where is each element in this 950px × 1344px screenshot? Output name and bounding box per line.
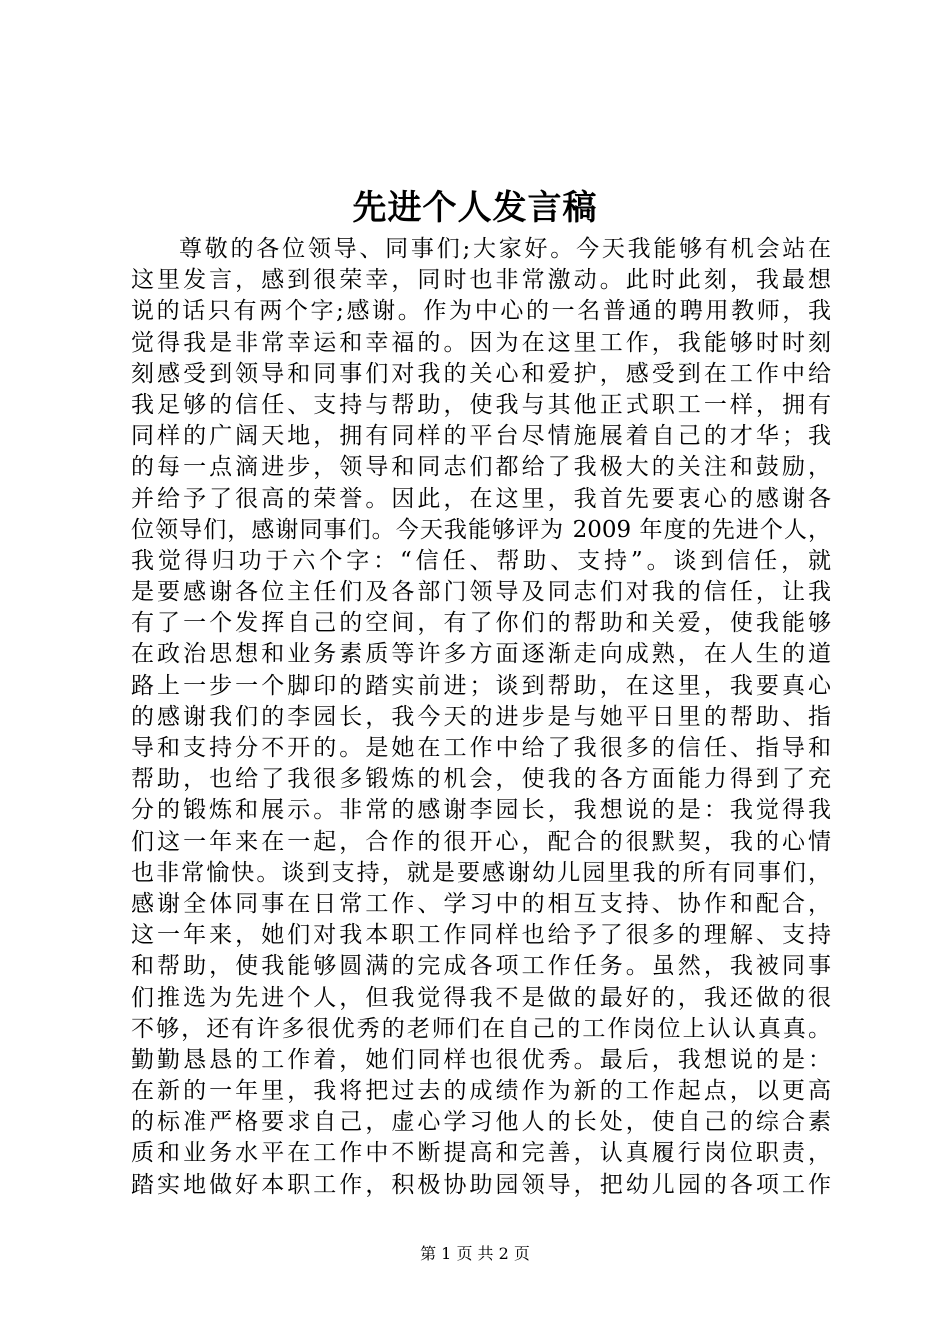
paragraph-line: 们推选为先进个人，但我觉得我不是做的最好的，我还做的很 bbox=[131, 984, 831, 1011]
paragraph-line: 在新的一年里，我将把过去的成绩作为新的工作起点，以更高 bbox=[131, 1078, 831, 1105]
paragraph-line: 尊敬的各位领导、同事们;大家好。今天我能够有机会站在 bbox=[179, 236, 831, 262]
paragraph-line: 不够，还有许多很优秀的老师们在自己的工作岗位上认认真真。 bbox=[131, 1015, 831, 1042]
paragraph-line: 刻感受到领导和同事们对我的关心和爱护，感受到在工作中给 bbox=[131, 360, 831, 387]
paragraph-line: 的感谢我们的李园长，我今天的进步是与她平日里的帮助、指 bbox=[131, 703, 831, 730]
paragraph-line: 觉得我是非常幸运和幸福的。因为在这里工作，我能够时时刻 bbox=[131, 329, 831, 356]
paragraph-line: 有了一个发挥自己的空间，有了你们的帮助和关爱，使我能够 bbox=[131, 610, 831, 637]
paragraph-line: 这一年来，她们对我本职工作同样也给予了很多的理解、支持 bbox=[131, 922, 831, 949]
paragraph-line: 分的锻炼和展示。非常的感谢李园长，我想说的是：我觉得我 bbox=[131, 797, 831, 824]
paragraph-line: 们这一年来在一起，合作的很开心，配合的很默契，我的心情 bbox=[131, 828, 831, 855]
paragraph-line: 同样的广阔天地，拥有同样的平台尽情施展着自己的才华；我 bbox=[131, 423, 831, 450]
paragraph-line: 的标准严格要求自己，虚心学习他人的长处，使自己的综合素 bbox=[131, 1109, 831, 1136]
paragraph-line: 并给予了很高的荣誉。因此，在这里，我首先要衷心的感谢各 bbox=[131, 485, 831, 512]
paragraph-line: 的每一点滴进步，领导和同志们都给了我极大的关注和鼓励， bbox=[131, 454, 831, 481]
page-footer: 第 1 页 共 2 页 bbox=[420, 1244, 530, 1263]
paragraph-line: 感谢全体同事在日常工作、学习中的相互支持、协作和配合， bbox=[131, 890, 831, 917]
paragraph-line: 和帮助，使我能够圆满的完成各项工作任务。虽然，我被同事 bbox=[131, 953, 831, 980]
paragraph-line: 在政治思想和业务素质等许多方面逐渐走向成熟，在人生的道 bbox=[131, 641, 831, 668]
paragraph-line: 踏实地做好本职工作，积极协助园领导，把幼儿园的各项工作 bbox=[131, 1171, 831, 1198]
paragraph-line: 是要感谢各位主任们及各部门领导及同志们对我的信任，让我 bbox=[131, 579, 831, 606]
paragraph-line: 这里发言，感到很荣幸，同时也非常激动。此时此刻，我最想 bbox=[131, 267, 831, 294]
paragraph-line: 位领导们，感谢同事们。今天我能够评为 2009 年度的先进个人， bbox=[131, 516, 831, 543]
paragraph-line: 我觉得归功于六个字：“信任、帮助、支持”。谈到信任，就 bbox=[131, 547, 831, 574]
paragraph-line: 勤勤恳恳的工作着，她们同样也很优秀。最后，我想说的是： bbox=[131, 1046, 831, 1073]
paragraph-line: 也非常愉快。谈到支持，就是要感谢幼儿园里我的所有同事们， bbox=[131, 859, 831, 886]
document-title: 先进个人发言稿 bbox=[352, 188, 598, 228]
paragraph-line: 路上一步一个脚印的踏实前进；谈到帮助，在这里，我要真心 bbox=[131, 672, 831, 699]
paragraph-line: 导和支持分不开的。是她在工作中给了我很多的信任、指导和 bbox=[131, 735, 831, 761]
document-body bbox=[131, 234, 831, 1201]
paragraph-line: 说的话只有两个字;感谢。作为中心的一名普通的聘用教师，我 bbox=[131, 298, 831, 325]
paragraph-line: 帮助，也给了我很多锻炼的机会，使我的各方面能力得到了充 bbox=[131, 766, 831, 793]
paragraph-line: 我足够的信任、支持与帮助，使我与其他正式职工一样，拥有 bbox=[131, 391, 831, 418]
paragraph-line: 质和业务水平在工作中不断提高和完善，认真履行岗位职责， bbox=[131, 1140, 831, 1167]
